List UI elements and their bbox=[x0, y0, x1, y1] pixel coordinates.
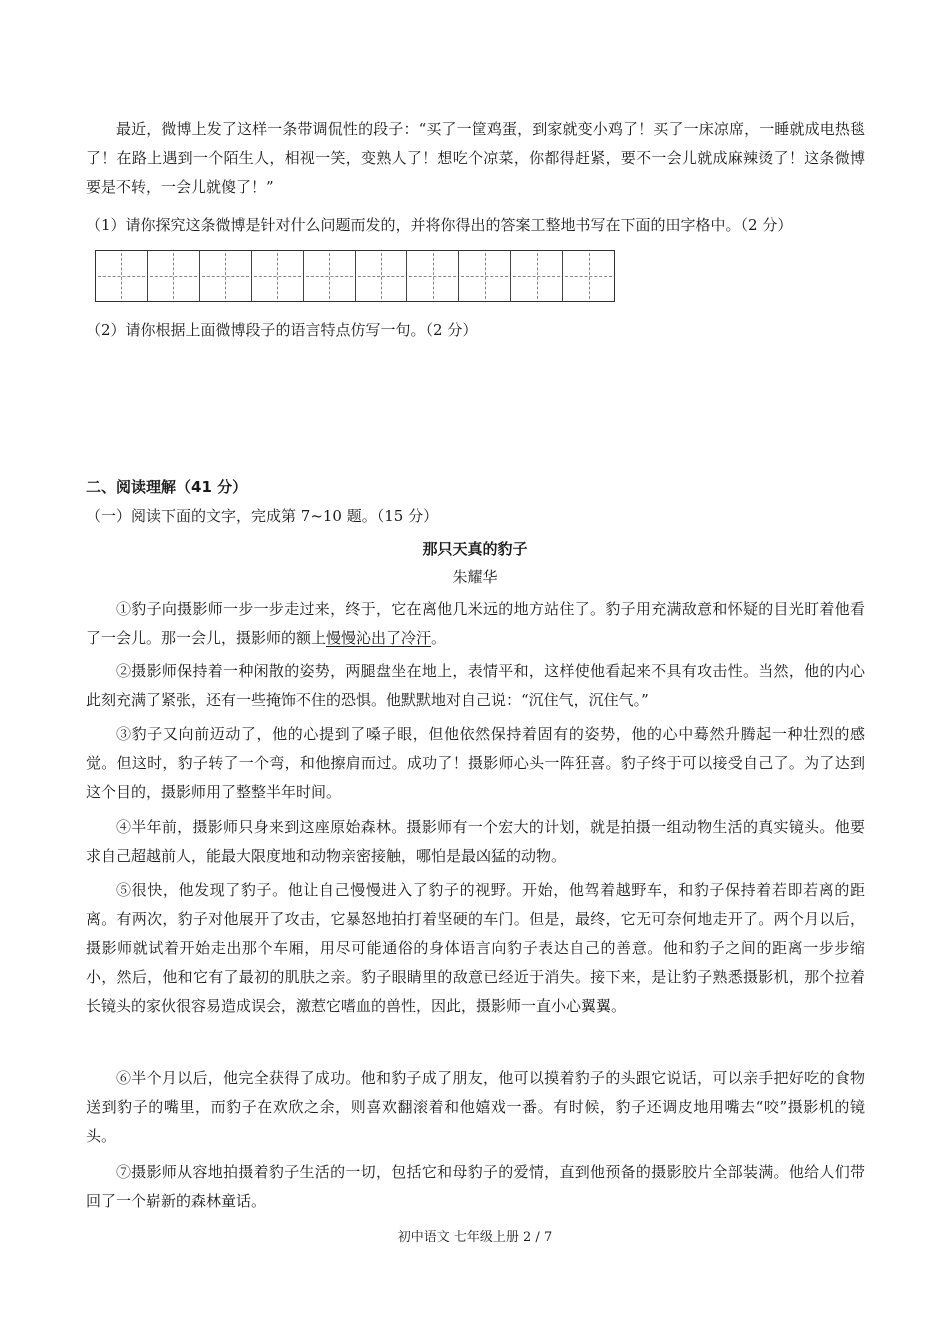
grid-cell[interactable] bbox=[563, 251, 614, 301]
article-paragraph-7: ⑦摄影师从容地拍摄着豹子生活的一切，包括它和母豹子的爱情，直到他预备的摄影胶片全部装满。他给人们带回了一个崭新的森林童话。 bbox=[86, 1163, 865, 1210]
article-paragraph-2: ②摄影师保持着一种闲散的姿势，两腿盘坐在地上，表情平和，这样使他看起来不具有攻击性。当然，他的内心此刻充满了紧张，还有一些掩饰不住的恐惧。他默默地对自己说：“沉住气，沉住气。” bbox=[86, 662, 865, 709]
section-subheading: （一）阅读下面的文字，完成第 7~10 题。（15 分） bbox=[86, 507, 439, 525]
article-paragraph-3: ③豹子又向前迈动了，他的心提到了嗓子眼，但他依然保持着固有的姿势，他的心中蓦然升腾起一种壮烈的感觉。但这时，豹子转了一个弯，和他擦肩而过。成功了！摄影师心头一阵狂喜。豹子终于可以接受自己了。为了达到这个目的，摄影师用了整整半年时间。 bbox=[86, 725, 865, 801]
grid-cell[interactable] bbox=[304, 251, 356, 301]
article-paragraph-5: ⑤很快，他发现了豹子。他让自己慢慢进入了豹子的视野。开始，他驾着越野车，和豹子保持着若即若离的距离。有两次，豹子对他展开了攻击，它暴怒地拍打着坚硬的车门。但是，最终，它无可奈何地走开了。两个月以后，摄影师就试着开始走出那个车厢，用尽可能通俗的身体语言向豹子表达自己的善意。他和豹子之间的距离一步步缩小，然后，他和它有了最初的肌肤之亲。豹子眼睛里的敌意已经近于消失。接下来，是让豹子熟悉摄影机，那个拉着长镜头的家伙很容易造成误会，激惹它嗜血的兽性，因此，摄影师一直小心翼翼。 bbox=[86, 881, 865, 1015]
article-paragraph-4: ④半年前，摄影师只身来到这座原始森林。摄影师有一个宏大的计划，就是拍摄一组动物生活的真实镜头。他要求自己超越前人，能最大限度地和动物亲密接触，哪怕是最凶猛的动物。 bbox=[86, 818, 865, 865]
article-author: 朱耀华 bbox=[452, 568, 498, 586]
tianzige-grid[interactable] bbox=[95, 250, 615, 302]
underlined-phrase: 慢慢沁出了冷汗 bbox=[326, 629, 432, 647]
grid-cell[interactable] bbox=[407, 251, 459, 301]
article-paragraph-1: ①豹子向摄影师一步一步走过来，终于，它在离他几米远的地方站住了。豹子用充满敌意和怀疑的目光盯着他看了一会儿。那一会儿，摄影师的额上慢慢沁出了冷汗。 bbox=[86, 600, 865, 647]
grid-cell[interactable] bbox=[252, 251, 304, 301]
question-1: （1）请你探究这条微博是针对什么问题而发的，并将你得出的答案工整地书写在下面的田字格中。（2 分） bbox=[86, 216, 793, 234]
grid-cell[interactable] bbox=[356, 251, 408, 301]
grid-cell[interactable] bbox=[96, 251, 148, 301]
section-heading: 二、阅读理解（41 分） bbox=[86, 478, 248, 496]
grid-cell[interactable] bbox=[200, 251, 252, 301]
article-title: 那只天真的豹子 bbox=[422, 540, 528, 558]
grid-cell[interactable] bbox=[511, 251, 563, 301]
grid-cell[interactable] bbox=[459, 251, 511, 301]
grid-cell[interactable] bbox=[148, 251, 200, 301]
question-2: （2）请你根据上面微博段子的语言特点仿写一句。（2 分） bbox=[86, 321, 478, 339]
weibo-paragraph: 最近，微博上发了这样一条带调侃性的段子：“买了一筐鸡蛋，到家就变小鸡了！买了一床凉席，一睡就成电热毯了！在路上遇到一个陌生人，相视一笑，变熟人了！想吃个凉菜，你都得赶紧，要不一会儿就成麻辣烫了！这条微博要是不转，一会儿就傻了！” bbox=[86, 120, 865, 196]
article-paragraph-6: ⑥半个月以后，他完全获得了成功。他和豹子成了朋友，他可以摸着豹子的头跟它说话，可以亲手把好吃的食物送到豹子的嘴里，而豹子在欢欣之余，则喜欢翻滚着和他嬉戏一番。有时候，豹子还调皮地用嘴去“咬”摄影机的镜头。 bbox=[86, 1069, 865, 1145]
page-footer: 初中语文 七年级上册 2 / 7 bbox=[397, 1230, 553, 1245]
